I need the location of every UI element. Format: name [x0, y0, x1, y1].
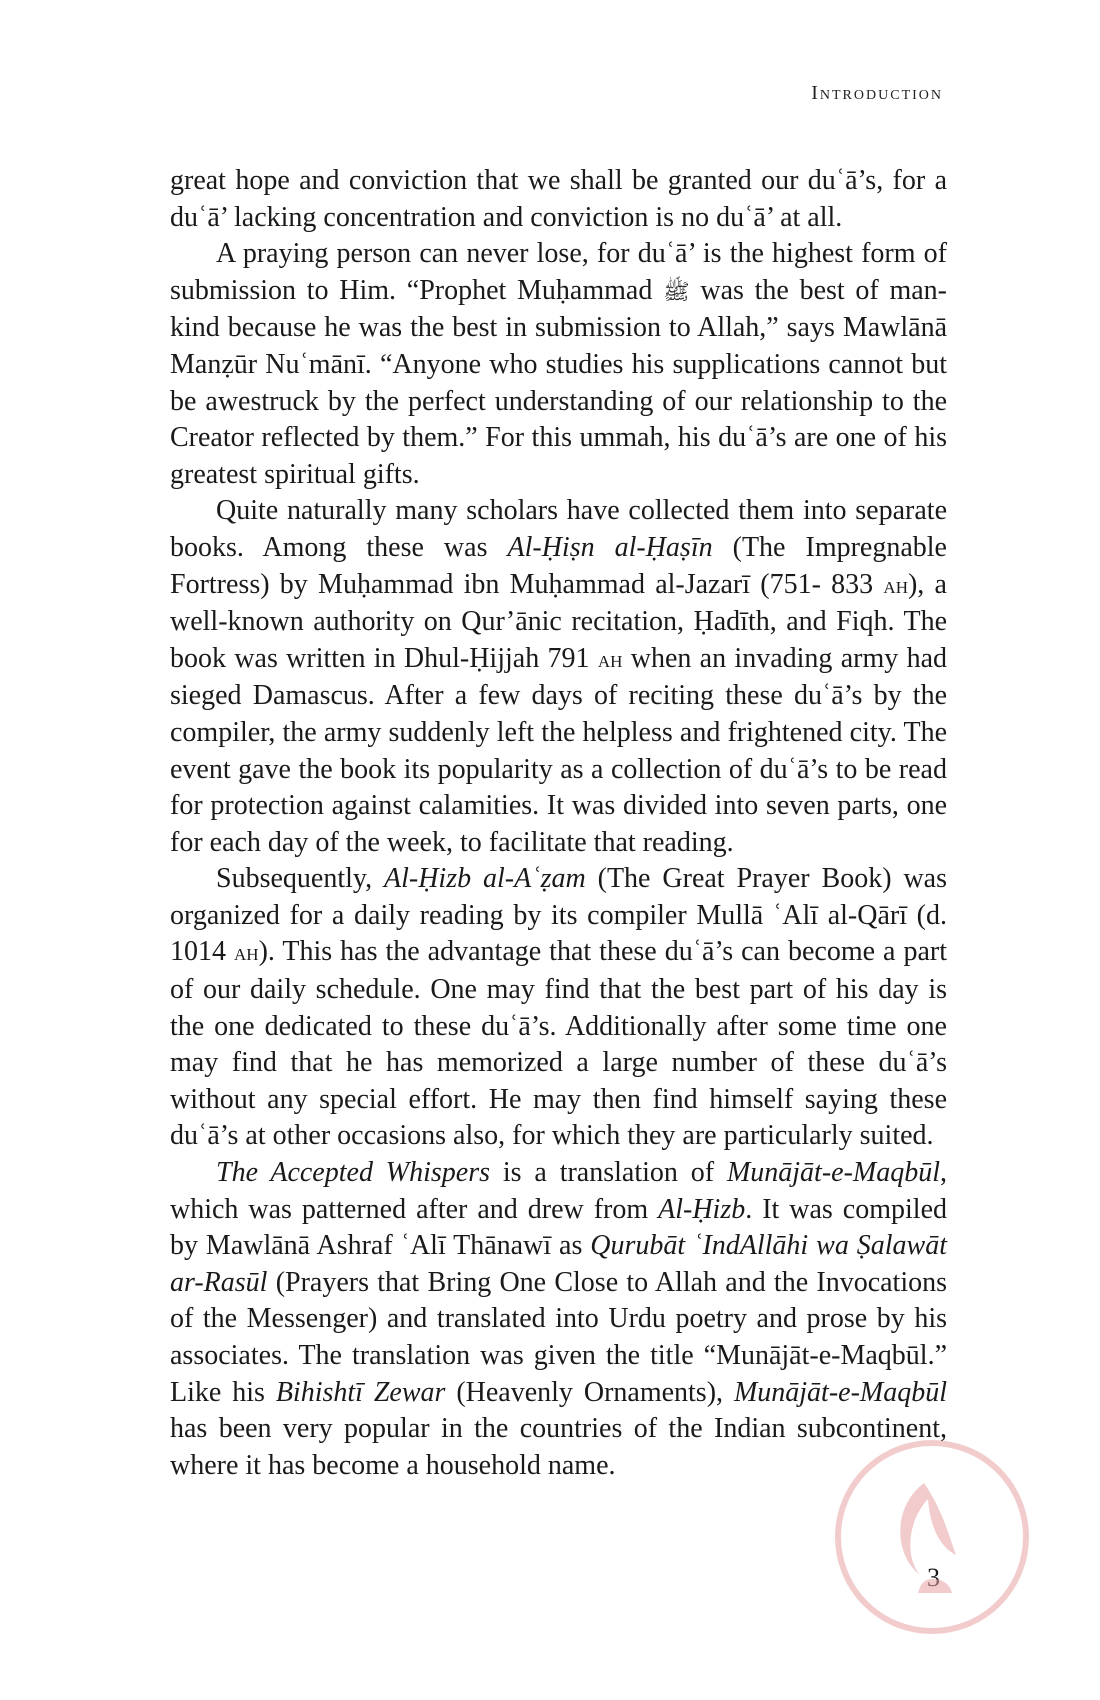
circle-logo-watermark-icon: [832, 1437, 1032, 1637]
text-run: (Heavenly Ornaments),: [445, 1376, 734, 1408]
page-number: 3: [927, 1563, 940, 1592]
body-text: [170, 163, 947, 1484]
paragraph: [170, 236, 947, 493]
text-run: A praying person can never lose, for duʿā’ is the highest form of submission to Him. “Prophet Muḥammad: [170, 238, 947, 306]
text-run: [226, 936, 234, 967]
paragraph: [170, 163, 947, 236]
text-run: Quite naturally many scholars have collected them into separate books. Among these was: [170, 495, 947, 563]
italic-title: Bihishtī Zewar: [275, 1376, 446, 1408]
paragraph: [170, 1155, 947, 1484]
text-run: (Prayers that Bring One Close to Allah and the Invocations of the Messenger) and translated into Urdu poetry and prose by his associates. The translation was given the title “Munājāt-e-Maqbūl.” Like his: [170, 1266, 947, 1408]
text-run: Subsequently,: [216, 863, 384, 895]
salawat-icon: ﷺ: [663, 278, 690, 304]
running-head: Introduction: [811, 82, 943, 104]
year-number: 1014: [170, 936, 226, 968]
era-abbreviation: ah: [883, 572, 908, 599]
text-run: when an invading army had sieged Damascus. After a few days of reciting these duʿā’s by the compiler, the army suddenly left the helpless and frightened city. The event gave the book its popularity as a collection of duʿā’s to be read for protection against calamities. It was divided into seven parts, one for each day of the week, to facilitate that reading.: [170, 642, 947, 858]
italic-title: Al-Ḥiṣn al-Ḥaṣīn: [507, 531, 713, 563]
italic-title: The Accepted Whispers: [216, 1157, 491, 1189]
year-number: 751- 833: [769, 568, 874, 600]
text-run: has been very popular in the countries of the Indian subcontinent, where it has become a household name.: [170, 1413, 947, 1481]
text-run: (The Great Prayer Book) was organized for a daily reading by its compiler Mullā ʿAlī al-Qārī (d.: [170, 863, 947, 931]
italic-title: Al-Ḥizb: [658, 1193, 746, 1225]
italic-title: Al-Ḥizb al-Aʿẓam: [384, 863, 586, 895]
italic-title: Qurubāt ʿIndAllāhi wa Ṣalawāt ar-Rasūl: [170, 1230, 947, 1298]
text-run: was the best of mankind because he was the best in submission to Allah,” says Mawlānā Manẓūr Nuʿmānī. “Anyone who studies his supplications cannot but be awestruck by the perfect understanding of our relationship to the Creator reflected by them.” For this ummah, his duʿā’s are one of his greatest spiritual gifts.: [170, 274, 947, 490]
text-run: ). This has the advantage that these duʿā’s can become a part of our daily schedule. One may find that the best part of his day is the one dedicated to these duʿā’s. Additionally after some time one may find that he has memorized a large number of these duʿā’s without any special effort. He may then find himself saying these duʿā’s at other occasions also, for which they are particularly suited.: [170, 936, 947, 1152]
text-run: (The Impregnable Fortress) by Muḥammad ibn Muḥammad al-Jazarī (: [170, 531, 947, 600]
era-abbreviation: ah: [597, 646, 623, 673]
italic-title: Munājāt-e-Maqbūl: [733, 1376, 947, 1408]
text-run: is a translation of: [490, 1157, 727, 1189]
text-run: great hope and conviction that we shall be granted our duʿā’s, for a duʿā’ lacking concentration and conviction is no duʿā’ at all.: [170, 165, 947, 233]
year-number: 791: [547, 642, 590, 674]
text-run: , which was patterned after and drew from: [170, 1157, 948, 1225]
era-abbreviation: ah: [234, 940, 259, 967]
text-run: ), a well-known authority on Qur’ānic recitation, Ḥadīth, and Fiqh. The book was written in Dhul-Ḥijjah: [170, 568, 947, 674]
text-run: [873, 569, 883, 600]
text-run: [590, 643, 598, 674]
italic-title: Munājāt-e-Maqbūl: [726, 1157, 941, 1189]
paragraph: [170, 493, 947, 861]
paragraph: [170, 861, 947, 1155]
text-run: . It was compiled by Mawlānā Ashraf ʿAlī Thānawī as: [170, 1193, 947, 1262]
